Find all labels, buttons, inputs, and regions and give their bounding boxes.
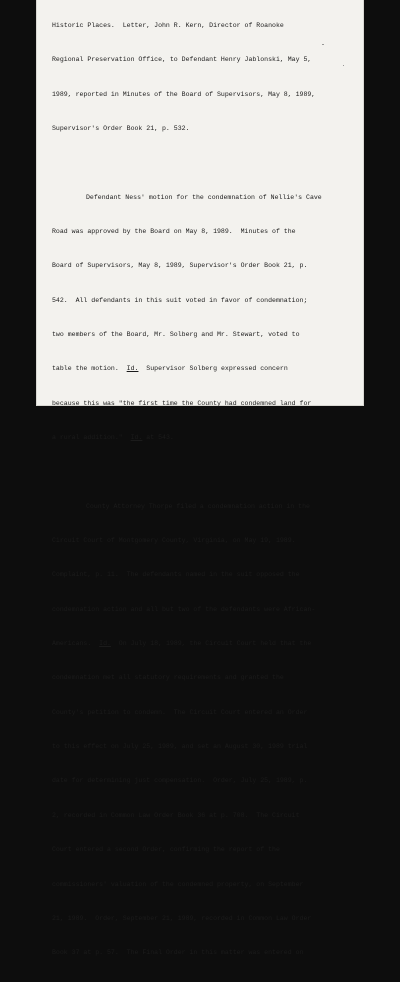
blank-line <box>52 466 356 477</box>
text-line: County's petition to condemn. The Circuit Court entered an Order <box>52 708 308 716</box>
text-line: condemnation met all statutory requirements and granted the <box>52 674 284 682</box>
text-segment: Supervisor Solberg expressed concern <box>138 365 288 373</box>
text-line: Court entered a second Order, confirming the report of the <box>52 846 280 854</box>
text-line: Circuit Court of Montgomery County, Virginia, on May 19, 1989. <box>52 537 296 545</box>
text-line: 542. All defendants in this suit voted in favor of condemnation; <box>52 296 308 304</box>
citation-id: Id. <box>126 365 139 373</box>
document-body <box>52 0 356 982</box>
text-line-with-citation <box>52 432 356 443</box>
scan-speck <box>343 65 344 66</box>
text-line: 1989, reported in Minutes of the Board of Supervisors, May 8, 1989, <box>52 90 316 98</box>
text-line: 2, recorded in Common Law Order Book 36 at p. 708. The Circuit <box>52 811 300 819</box>
text-segment: at 543. <box>142 434 174 442</box>
text-line: Board of Supervisors, May 8, 1989, Supervisor's Order Book 21, p. <box>52 262 308 270</box>
text-segment: Americans. <box>52 640 100 648</box>
text-line: condemnation action and all but two of the defendants were African- <box>52 605 316 613</box>
text-line: Book 37 at p. 57. The Final Order in this matter was entered on <box>52 949 304 957</box>
text-line: Regional Preservation Office, to Defendant Henry Jablonski, May 5, <box>52 56 312 64</box>
text-line: commissioners' valuation of the condemned property, on September <box>52 880 304 888</box>
text-line: to this effect on July 25, 1989, and set an August 30, 1989 trial <box>52 743 308 751</box>
blank-line <box>52 157 356 168</box>
text-line: Defendant Ness' motion for the condemnation of Nellie's Cave <box>86 193 322 201</box>
text-line-with-citation <box>52 363 356 374</box>
scan-speck <box>322 44 324 45</box>
text-line: County Attorney Thorpe filed a condemnation action in the <box>86 502 310 510</box>
text-line: Road was approved by the Board on May 8, 1989. Minutes of the <box>52 227 296 235</box>
citation-id: Id. <box>99 640 111 648</box>
text-line: Supervisor's Order Book 21, p. 532. <box>52 124 190 132</box>
text-line: two members of the Board, Mr. Solberg and Mr. Stewart, voted to <box>52 331 300 338</box>
text-line: Complaint, p. 11. The defendants named in the suit opposed the <box>52 571 300 579</box>
text-line: 21, 1989. Order, September 21, 1989, recorded in Common Law Order <box>52 914 312 922</box>
text-segment: a rural addition." <box>52 434 131 442</box>
text-segment: table the motion. <box>52 365 127 373</box>
text-line: Historic Places. Letter, John R. Kern, Director of Roanoke <box>52 21 284 29</box>
document-page <box>36 0 364 957</box>
text-line: because this was "the first time the County had condemned land for <box>52 399 312 407</box>
text-line: date for determining just compensation. Order, July 25, 1989, p. <box>52 777 308 785</box>
citation-id: Id. <box>130 434 143 442</box>
text-segment: On July 18, 1989, the Circuit Court held that the <box>110 640 312 648</box>
text-line-with-citation <box>52 638 356 649</box>
